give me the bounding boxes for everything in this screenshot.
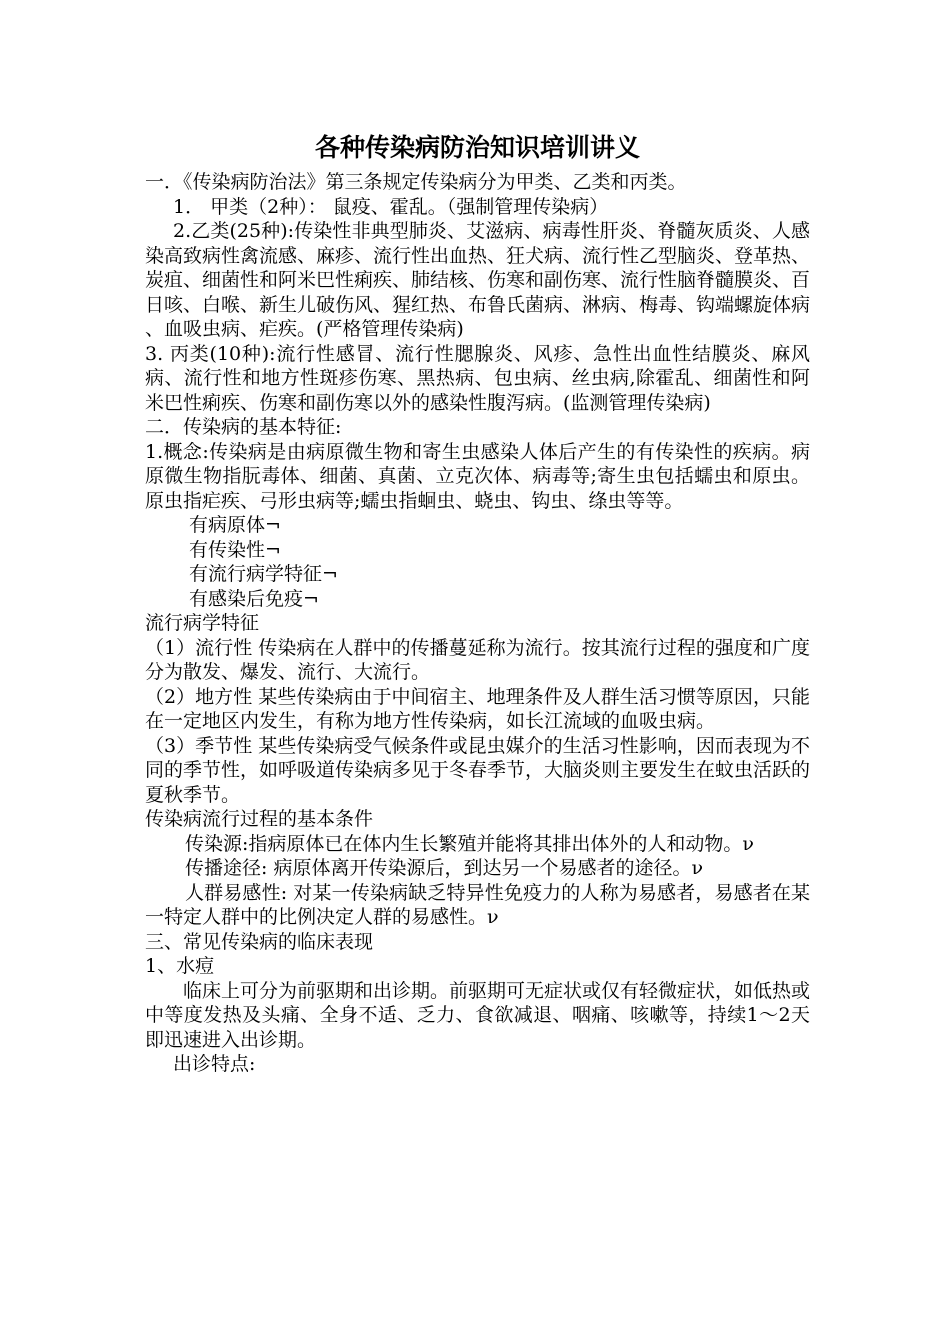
category-b-paragraph: 2.乙类(25种):传染性非典型肺炎、艾滋病、病毒性肝炎、脊髓灰质炎、人感染高致病性禽流感、麻疹、流行性出血热、狂犬病、流行性乙型脑炎、登革热、炭疽、细菌性和阿米巴性痢疾、肺结核、伤寒和副伤寒、流行性脑脊髓膜炎、百日咳、白喉、新生儿破伤风、猩红热、布鲁氏菌病、淋病、梅毒、钩端螺旋体病 、血吸虫病、疟疾。(严格管理传染病) (145, 220, 811, 340)
document-title: 各种传染病防治知识培训讲义 (314, 133, 640, 162)
section-3-heading: 三、常见传染病的临床表现 (145, 930, 374, 953)
source-paragraph: 传染源:指病原体已在体内生长繁殖并能将其排出体外的人和动物。ν (185, 832, 754, 855)
seasonal-paragraph: （3）季节性 某些传染病受气候条件或昆虫媒介的生活习性影响，因而表现为不同的季节性，如呼吸道传染病多见于冬春季节，大脑炎则主要发生在蚊虫活跃的夏秋季节。 (145, 734, 811, 806)
conditions-heading: 传染病流行过程的基本条件 (145, 808, 374, 830)
chickenpox-heading: 1、水痘 (145, 955, 215, 977)
epidemic-paragraph: （1）流行性 传染病在人群中的传播蔓延称为流行。按其流行过程的强度和广度分为散发、爆发、流行、大流行。 (145, 636, 810, 683)
epidemiology-heading: 流行病学特征 (145, 612, 260, 634)
rash-features-label: 出诊特点: (173, 1053, 256, 1075)
feature-list-item: 有病原体¬ (189, 514, 281, 536)
feature-list-item: 有流行病学特征¬ (189, 563, 338, 585)
concept-paragraph: 1.概念:传染病是由病原微生物和寄生虫感染人体后产生的有传染性的疾病。病原微生物指朊毒体、细菌、真菌、立克次体、病毒等;寄生虫包括蠕虫和原虫。原虫指疟疾、弓形虫病等;蠕虫指蛔虫、蛲虫、钩虫、绦虫等等。 (145, 440, 810, 512)
route-paragraph: 传播途径: 病原体离开传染源后，到达另一个易感者的途径。ν (185, 857, 703, 879)
document-page (145, 128, 810, 1077)
regional-paragraph: （2）地方性 某些传染病由于中间宿主、地理条件及人群生活习惯等原因，只能在一定地区内发生，有称为地方性传染病，如长江流域的血吸虫病。 (145, 685, 810, 732)
feature-list-item: 有传染性¬ (189, 538, 281, 561)
susceptibility-paragraph: 人群易感性: 对某一传染病缺乏特异性免疫力的人称为易感者，易感者在某一特定人群中的比例决定人群的易感性。ν (145, 881, 810, 928)
chickenpox-paragraph: 临床上可分为前驱期和出诊期。前驱期可无症状或仅有轻微症状，如低热或中等度发热及头痛、全身不适、乏力、食欲减退、咽痛、咳嗽等，持续1～2天即迅速进入出诊期。 (145, 979, 811, 1051)
category-c-paragraph: 3. 丙类(10种):流行性感冒、流行性腮腺炎、风疹、急性出血性结膜炎、麻风病、流行性和地方性斑疹伤寒、黑热病、包虫病、丝虫病,除霍乱、细菌性和阿米巴性痢疾、伤寒和副伤寒以外的感染性腹泻病。(监测管理传染病) (145, 342, 810, 414)
section-1-heading: 一．《传染病防治法》第三条规定传染病分为甲类、乙类和丙类。 (145, 171, 687, 193)
section-2-heading: 二．传染病的基本特征: (145, 416, 342, 438)
feature-list-item: 有感染后免疫¬ (189, 587, 319, 610)
category-a-paragraph: 1． 甲类（2种）： 鼠疫、霍乱。（强制管理传染病） (173, 195, 609, 218)
document-body (145, 170, 810, 1077)
